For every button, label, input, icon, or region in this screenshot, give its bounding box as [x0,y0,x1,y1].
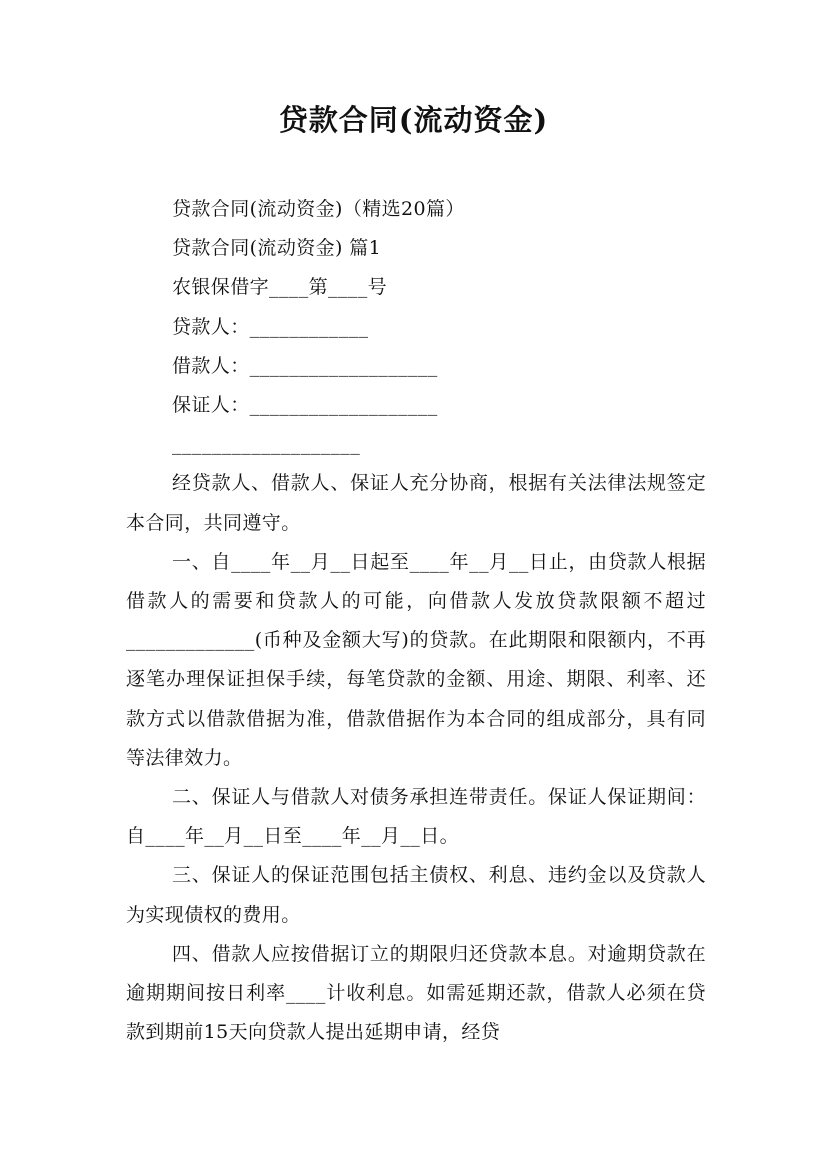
blank-line: ___________________ [172,433,361,456]
subtitle-line: 贷款合同(流动资金)（精选20篇） [172,198,465,220]
contract-number-line: 农银保借字____第____号 [172,276,388,299]
paragraph-clause-4: 四、借款人应按借据订立的期限归还贷款本息。对逾期贷款在逾期期间按日利率____计收利息。如需延期还款，借款人必须在贷款到期前15天向贷款人提出延期申请，经贷 [126,942,706,1044]
borrower-line: 借款人：___________________ [172,354,438,377]
section-heading: 贷款合同(流动资金) 篇1 [172,237,382,260]
paragraph-preamble: 经贷款人、借款人、保证人充分协商，根据有关法律法规签定本合同，共同遵守。 [126,472,706,534]
document-title: 贷款合同(流动资金) [278,103,549,137]
paragraph-clause-3: 三、保证人的保证范围包括主债权、利息、违约金以及贷款人为实现债权的费用。 [126,864,706,926]
guarantor-line: 保证人：___________________ [172,393,438,416]
lender-line: 贷款人：____________ [172,315,369,338]
document-body [126,190,706,1052]
paragraph-clause-2: 二、保证人与借款人对债务承担连带责任。保证人保证期间：自____年__月__日至____年__月__日。 [126,785,706,848]
paragraph-clause-1: 一、自____年__月__日起至____年__月__日止，由贷款人根据借款人的需要和贷款人的可能，向借款人发放贷款限额不超过_____________(币种及金额大写)的贷款。在此期限和限额内，不再逐笔办理保证担保手续，每笔贷款的金额、用途、期限、利率、还款方式以借款借据为准，借款借据作为本合同的组成部分，具有同等法律效力。 [126,550,706,769]
